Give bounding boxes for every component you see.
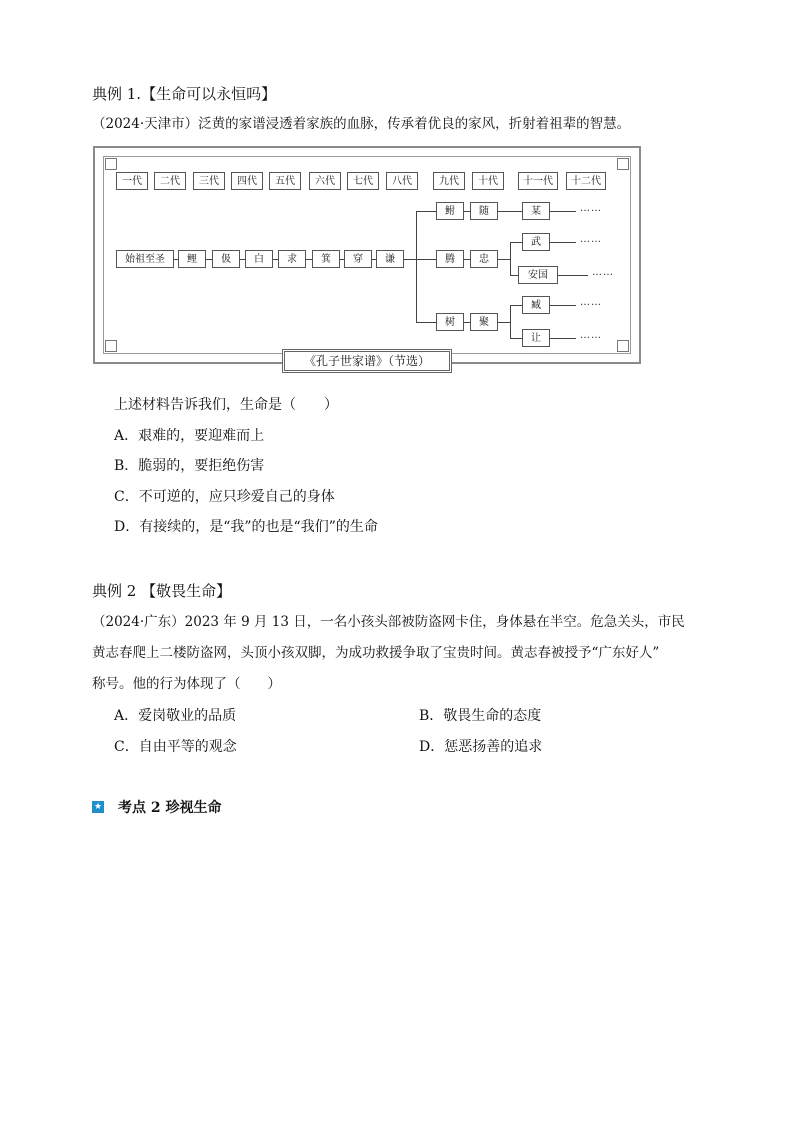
- option-b: B．敬畏生命的态度: [419, 708, 542, 724]
- example-1-title: 典例 1.【生命可以永恒吗】: [92, 85, 277, 103]
- ancestor-node: 谦: [376, 250, 404, 268]
- ancestor-node: 伋: [212, 250, 240, 268]
- generation-label: 十二代: [566, 172, 606, 190]
- branch-connector: [416, 211, 436, 212]
- figure-caption: 《孔子世家谱》（节选）: [282, 349, 452, 373]
- branch-connector: [404, 259, 416, 260]
- ancestor-node: 始祖至圣: [116, 250, 174, 268]
- continuation-dots: ……: [580, 234, 602, 245]
- section-title: 考点 2 珍视生命: [118, 800, 222, 816]
- option-c: C．不可逆的，应只珍爱自己的身体: [114, 489, 335, 505]
- option-a: A．爱岗敬业的品质: [114, 708, 237, 724]
- descendant-node: 聚: [470, 313, 498, 331]
- descendant-node: 某: [522, 202, 550, 220]
- generation-label: 五代: [269, 172, 301, 190]
- branch-connector: [416, 259, 436, 260]
- continuation-dots: ……: [580, 203, 602, 214]
- generation-label: 二代: [154, 172, 186, 190]
- example-2-text-line: 称号。他的行为体现了（ ）: [92, 676, 281, 692]
- descendant-node: 武: [522, 233, 550, 251]
- branch-connector: [510, 242, 511, 276]
- ancestor-node: 箕: [312, 250, 340, 268]
- option-d: D．有接续的，是“我”的也是“我们”的生命: [114, 519, 378, 535]
- option-a: A．艰难的，要迎难而上: [114, 428, 265, 444]
- descendant-node: 随: [470, 202, 498, 220]
- corner-ornament: [617, 158, 629, 170]
- ancestor-node: 白: [245, 250, 273, 268]
- descendant-node: 腾: [436, 250, 464, 268]
- corner-ornament: [617, 340, 629, 352]
- generation-label: 七代: [347, 172, 379, 190]
- generation-label: 八代: [386, 172, 418, 190]
- example-2-text-line: （2024·广东）2023 年 9 月 13 日，一名小孩头部被防盗网卡住，身体悬在半空。危急关头，市民: [92, 614, 685, 630]
- example-1-source: （2024·天津市）泛黄的家谱浸透着家族的血脉，传承着优良的家风，折射着祖辈的智慧。: [92, 116, 631, 132]
- corner-ornament: [105, 158, 117, 170]
- continuation-dots: ……: [580, 330, 602, 341]
- generation-label: 一代: [116, 172, 148, 190]
- corner-ornament: [105, 340, 117, 352]
- branch-connector: [510, 305, 511, 339]
- option-d: D．惩恶扬善的追求: [419, 739, 543, 755]
- descendant-node: 忠: [470, 250, 498, 268]
- ancestor-node: 穿: [344, 250, 372, 268]
- generation-label: 四代: [231, 172, 263, 190]
- generation-label: 十一代: [518, 172, 558, 190]
- generation-label: 六代: [309, 172, 341, 190]
- generation-label: 十代: [472, 172, 504, 190]
- continuation-dots: ……: [580, 297, 602, 308]
- example-2-title: 典例 2 【敬畏生命】: [92, 582, 232, 600]
- continuation-dots: ……: [592, 267, 614, 278]
- branch-connector: [416, 322, 436, 323]
- branch-connector: [416, 211, 417, 323]
- option-c: C．自由平等的观念: [114, 739, 237, 755]
- generation-label: 九代: [433, 172, 465, 190]
- example-1-question: 上述材料告诉我们，生命是（ ）: [114, 397, 338, 413]
- generation-label: 三代: [193, 172, 225, 190]
- descendant-node: 臧: [522, 296, 550, 314]
- option-b: B．脆弱的，要拒绝伤害: [114, 458, 265, 474]
- ancestor-node: 求: [278, 250, 306, 268]
- ancestor-node: 鲤: [178, 250, 206, 268]
- descendant-node: 让: [522, 329, 550, 347]
- star-icon: ★: [93, 802, 103, 812]
- example-2-text-line: 黄志春爬上二楼防盗网，头顶小孩双脚，为成功救援争取了宝贵时间。黄志春被授予“广东好人”: [92, 645, 660, 661]
- descendant-node: 鲋: [436, 202, 464, 220]
- descendant-node: 树: [436, 313, 464, 331]
- descendant-node: 安国: [518, 266, 558, 284]
